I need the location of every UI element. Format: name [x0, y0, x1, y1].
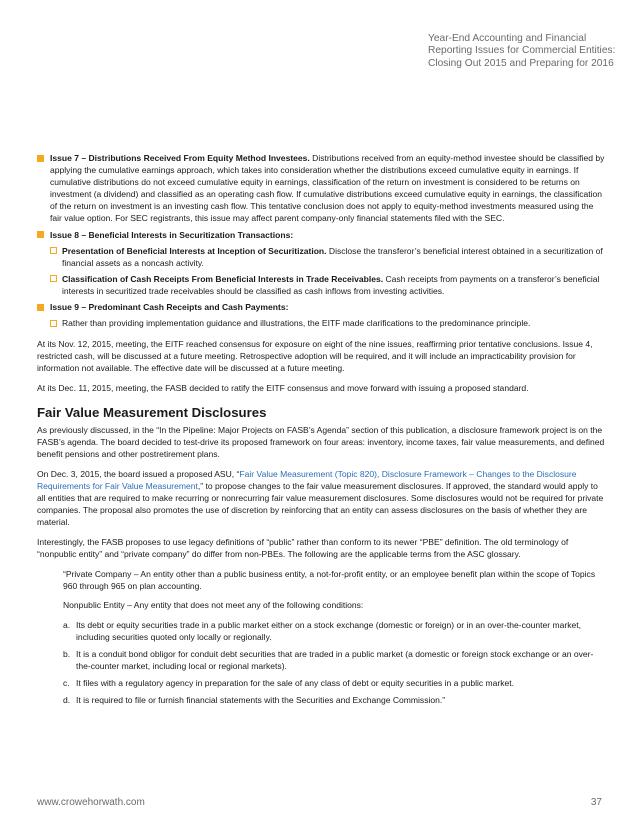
list-text: It files with a regulatory agency in preparation for the sale of any class of debt or equity securities in a public market. [76, 678, 515, 689]
hollow-square-bullet-icon [50, 275, 57, 282]
asu-link[interactable]: Fair Value Measurement (Topic 820), Disclosure Framework – Changes to the Disclosure Requirements for Fair Value Measurement [37, 468, 577, 491]
section-heading: Fair Value Measurement Disclosures [37, 405, 267, 421]
issue-8-sub-2-heading: Classification of Cash Receipts From Beneficial Interests in Trade Receivables. [62, 273, 384, 284]
list-letter: b. [63, 649, 71, 659]
issue-7-heading: Issue 7 – Distributions Received From Equity Method Investees. [50, 153, 310, 163]
list-letter: a. [63, 619, 71, 630]
square-bullet-icon [37, 231, 44, 238]
issue-9-bullet [37, 301, 607, 313]
list-text: It is required to file or furnish financial statements with the Securities and Exchange Commission.” [76, 695, 446, 706]
square-bullet-icon [37, 155, 44, 162]
list-text: It is a conduit bond obligor for conduit debt securities that are traded in a public market (a domestic or foreign stock exchange or an over-the-counter market, including local or regional markets). [76, 649, 594, 672]
page-number: 37 [590, 797, 602, 808]
issue-7-bullet [37, 152, 607, 225]
list-item [37, 619, 607, 643]
issue-8-bullet [37, 229, 607, 241]
square-bullet-icon [37, 304, 44, 311]
issue-8-sub-2 [37, 273, 607, 297]
page-content [37, 152, 607, 711]
list-item [37, 648, 607, 672]
paragraph-disclosure-framework: As previously discussed, in the “In the Pipeline: Major Projects on FASB’s Agenda” section of this publication, a disclosure framework project is on the FASB’s agenda. The board decided to test-drive its proposed framework on four areas: inventory, income taxes, fair value measurements, and defined benefit pensions and other postretirement plans. [37, 425, 605, 460]
issue-8-sub-1 [37, 245, 607, 269]
issue-8-heading: Issue 8 – Beneficial Interests in Securitization Transactions: [50, 229, 294, 240]
issue-9-sub-1-text: Rather than providing implementation guidance and illustrations, the EITF made clarifications to the predominance principle. [62, 318, 531, 329]
asu-text-after: ,” to propose changes to the fair value measurement disclosures. If approved, the standard would apply to all entities that are required to make recurring or nonrecurring fair value measurement disclosures. Some disclosures would not be required for private companies. The proposal also promotes the use of discretion by reinforcing that an entity can assess disclosures on the basis of whether they are material. [37, 480, 604, 528]
issue-8-sub-1-text: Disclose the transferor’s beneficial interest obtained in a securitization of financial assets as a noncash activity. [62, 245, 603, 268]
footer-url[interactable]: www.crowehorwath.com [37, 797, 145, 808]
list-item [37, 694, 607, 706]
issue-7-text: Distributions received from an equity-method investee should be classified by applying the cumulative earnings approach, which takes into consideration whether the distributions exceed cumulative equity in earnings. If cumulative distributions do not exceed cumulative equity in earnings, classification of the return on investment is considered to be returns on investment (a dividend) and classified as an operating cash flow. If cumulative distributions exceed cumulative equity in earnings, the classification of the return on investment is an investing cash flow. This tentative conclusion does not apply to equity-method investments measured using the fair value option. For SEC registrants, this issue may affect parent company-only financial statements filed with the SEC. [50, 153, 605, 224]
issue-9-sub-1 [37, 317, 607, 329]
header-title: Year-End Accounting and Financial Reporting Issues for Commercial Entities: Closing Out 2015 and Preparing for 2016 [428, 33, 616, 69]
list-item [37, 677, 607, 689]
quote-nonpublic-entity: Nonpublic Entity – Any entity that does not meet any of the following conditions: [63, 600, 364, 611]
paragraph-proposed-asu [37, 468, 607, 528]
issue-8-sub-1-heading: Presentation of Beneficial Interests at Inception of Securitization. [62, 245, 327, 256]
list-text: Its debt or equity securities trade in a public market either on a stock exchange (domestic or foreign) or in an over-the-counter market, including securities quoted only locally or regionally. [76, 619, 581, 642]
paragraph-dec-meeting: At its Dec. 11, 2015, meeting, the FASB decided to ratify the EITF consensus and move forward with issuing a proposed standard. [37, 383, 529, 393]
issue-9-heading: Issue 9 – Predominant Cash Receipts and Cash Payments: [50, 302, 289, 313]
quote-private-company: “Private Company – An entity other than a public business entity, a not-for-profit entity, or an employee benefit plan within the scope of Topics 960 through 965 on plan accounting. [63, 568, 596, 591]
hollow-square-bullet-icon [50, 320, 57, 327]
hollow-square-bullet-icon [50, 247, 57, 254]
list-letter: d. [63, 695, 71, 706]
issue-8-sub-2-text: Cash receipts from payments on a transferor’s beneficial interests in securitized trade receivables should be classified as cash inflows from investing activities. [62, 273, 600, 296]
paragraph-legacy-definitions: Interestingly, the FASB proposes to use legacy definitions of “public” rather than conform to its newer “PBE” definition. The old terminology of “nonpublic entity” and “private company” do differ from non-PBEs. The following are the applicable terms from the ASC glossary. [37, 536, 569, 559]
list-letter: c. [63, 678, 70, 689]
paragraph-nov-meeting: At its Nov. 12, 2015, meeting, the EITF reached consensus for exposure on eight of the nine issues, reaffirming prior tentative conclusions. Issue 4, restricted cash, will be discussed at a future meeting. Retrospective adoption will be required, and it will include an impracticability provision for information not available. The effective date will be discussed at a future meeting. [37, 339, 593, 374]
asu-text-before: On Dec. 3, 2015, the board issued a proposed ASU, “ [37, 468, 240, 479]
